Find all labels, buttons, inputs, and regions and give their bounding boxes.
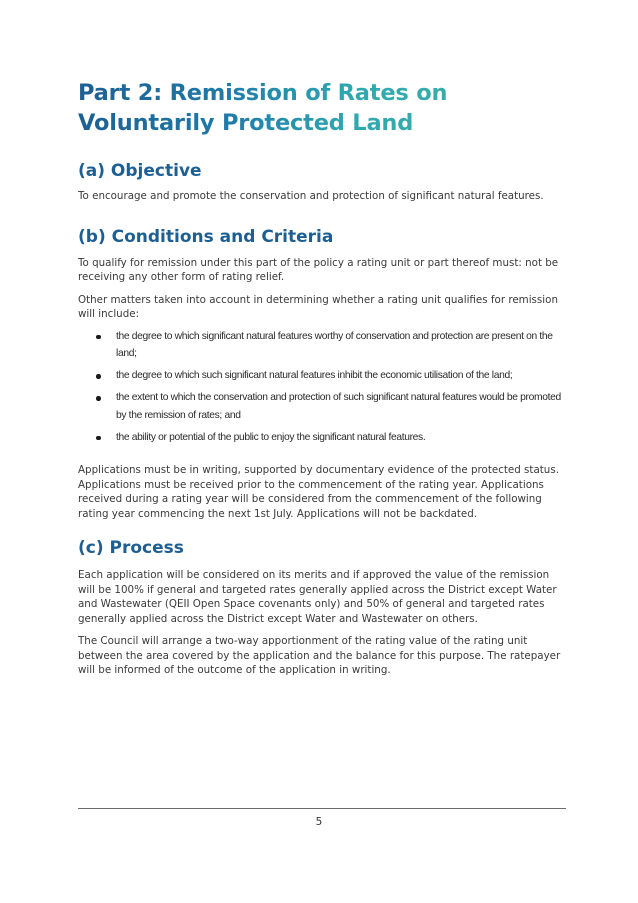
- process-paragraph-2: The Council will arrange a two-way apportionment of the rating value of the rating unit between the area covered by the application and the balance for this purpose. The ratepayer will be informed of the outcome of the application in writing.: [78, 635, 561, 676]
- list-item: [78, 389, 568, 424]
- document-page: [78, 78, 568, 678]
- list-item-text: the ability or potential of the public to enjoy the significant natural features.: [116, 431, 426, 443]
- conditions-paragraph-1: To qualify for remission under this part of the policy a rating unit or part thereof must: not be receiving any other form of rating relief.: [78, 256, 559, 283]
- page-title: Part 2: Remission of Rates on Voluntarily Protected Land: [78, 78, 568, 138]
- bullet-icon: [96, 335, 101, 340]
- bullet-icon: [96, 374, 101, 379]
- list-item: [78, 367, 568, 385]
- list-item: [78, 328, 568, 363]
- bullet-icon: [96, 396, 101, 401]
- list-item-text: the degree to which such significant natural features inhibit the economic utilisation of the land;: [116, 370, 513, 381]
- objective-paragraph: To encourage and promote the conservation and protection of significant natural features.: [78, 190, 544, 202]
- page-number: 5: [315, 816, 323, 828]
- list-item-text: the extent to which the conservation and protection of such significant natural features would be promoted by the remission of rates; and: [116, 392, 561, 421]
- list-item: [78, 429, 568, 447]
- process-heading: (c) Process: [78, 538, 184, 558]
- conditions-heading: (b) Conditions and Criteria: [78, 226, 334, 247]
- objective-heading: (a) Objective: [78, 161, 202, 181]
- criteria-list: [78, 328, 568, 447]
- process-paragraph-1: Each application will be considered on its merits and if approved the value of the remission will be 100% if general and targeted rates generally applied across the District except Water and Wastewater (QEII Open Space covenants only) and 50% of general and targeted rates generally applied across the District except Water and Wastewater on others.: [78, 569, 557, 625]
- conditions-paragraph-3: Applications must be in writing, supported by documentary evidence of the protected status. Applications must be received prior to the commencement of the rating year. Applications received during a rating year will be considered from the commencement of the following rating year commencing the next 1st July. Applications will not be backdated.: [78, 464, 559, 520]
- footer-divider: [78, 808, 566, 809]
- list-item-text: the degree to which significant natural features worthy of conservation and protection are present on the land;: [116, 330, 553, 359]
- bullet-icon: [96, 436, 101, 441]
- conditions-paragraph-2: Other matters taken into account in determining whether a rating unit qualifies for remission will include:: [78, 293, 558, 320]
